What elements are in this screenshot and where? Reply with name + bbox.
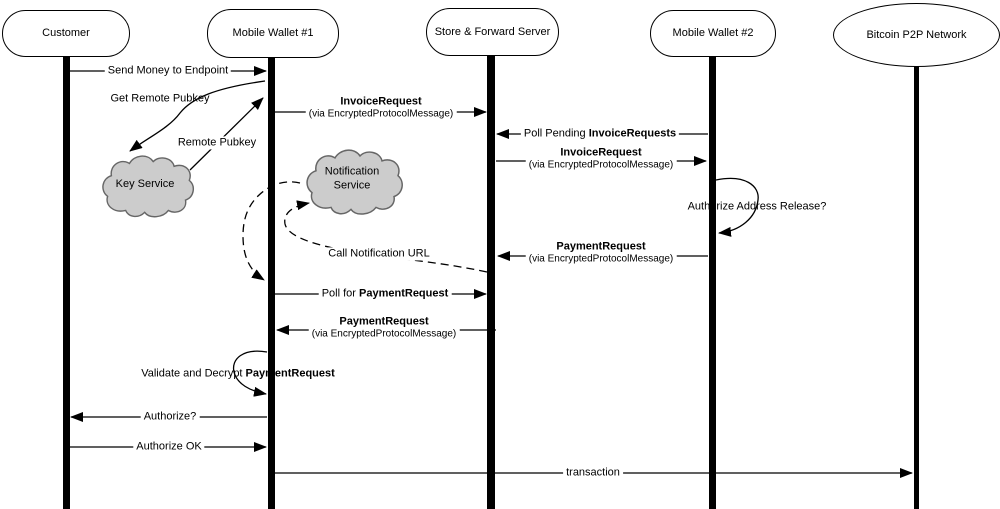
participant-bitcoin-p2p-network-label: Bitcoin P2P Network: [866, 28, 967, 41]
notification-service-label: Notification Service: [324, 165, 380, 191]
message-label-authorize-ok: Authorize OK: [133, 440, 204, 453]
participant-store-forward-server: [426, 8, 559, 56]
participant-store-forward-server-label: Store & Forward Server: [434, 25, 551, 38]
participant-mobile-wallet-1: [207, 9, 339, 58]
participant-mobile-wallet-2-label: Mobile Wallet #2: [672, 27, 754, 40]
participant-bitcoin-p2p-network: [833, 3, 1000, 67]
message-label-send-money: Send Money to Endpoint: [105, 64, 231, 77]
participant-customer-label: Customer: [42, 27, 90, 40]
message-label-validate-decrypt: Validate and Decrypt PaymentRequest: [141, 367, 335, 380]
message-label-authorize-release: Authorize Address Release?: [687, 200, 827, 213]
message-label-poll-payment: Poll for PaymentRequest: [319, 287, 452, 300]
arrow-call-notification-url: [285, 203, 487, 272]
message-label-invoice-request-1: InvoiceRequest (via EncryptedProtocolMessage): [306, 95, 457, 120]
message-label-poll-pending: Poll Pending InvoiceRequests: [521, 127, 679, 140]
participant-customer: [2, 10, 130, 57]
participant-mobile-wallet-1-label: Mobile Wallet #1: [232, 27, 314, 40]
message-label-invoice-request-2: InvoiceRequest (via EncryptedProtocolMessage): [526, 146, 677, 171]
message-label-transaction: transaction: [563, 466, 623, 479]
key-service-label: Key Service: [115, 178, 175, 191]
message-label-remote-pubkey: Remote Pubkey: [175, 136, 259, 149]
participant-mobile-wallet-2: [650, 10, 776, 57]
message-label-authorize-q: Authorize?: [141, 410, 200, 423]
message-label-payment-request-to-wallet1: PaymentRequest (via EncryptedProtocolMessage): [309, 315, 460, 340]
message-label-get-remote-pubkey: Get Remote Pubkey: [110, 92, 210, 105]
arrow-remote-pubkey: [190, 98, 263, 170]
arrow-notify-wallet1: [243, 182, 300, 280]
message-label-payment-request-to-server: PaymentRequest (via EncryptedProtocolMessage): [526, 240, 677, 265]
message-label-call-notification-url: Call Notification URL: [325, 247, 432, 260]
